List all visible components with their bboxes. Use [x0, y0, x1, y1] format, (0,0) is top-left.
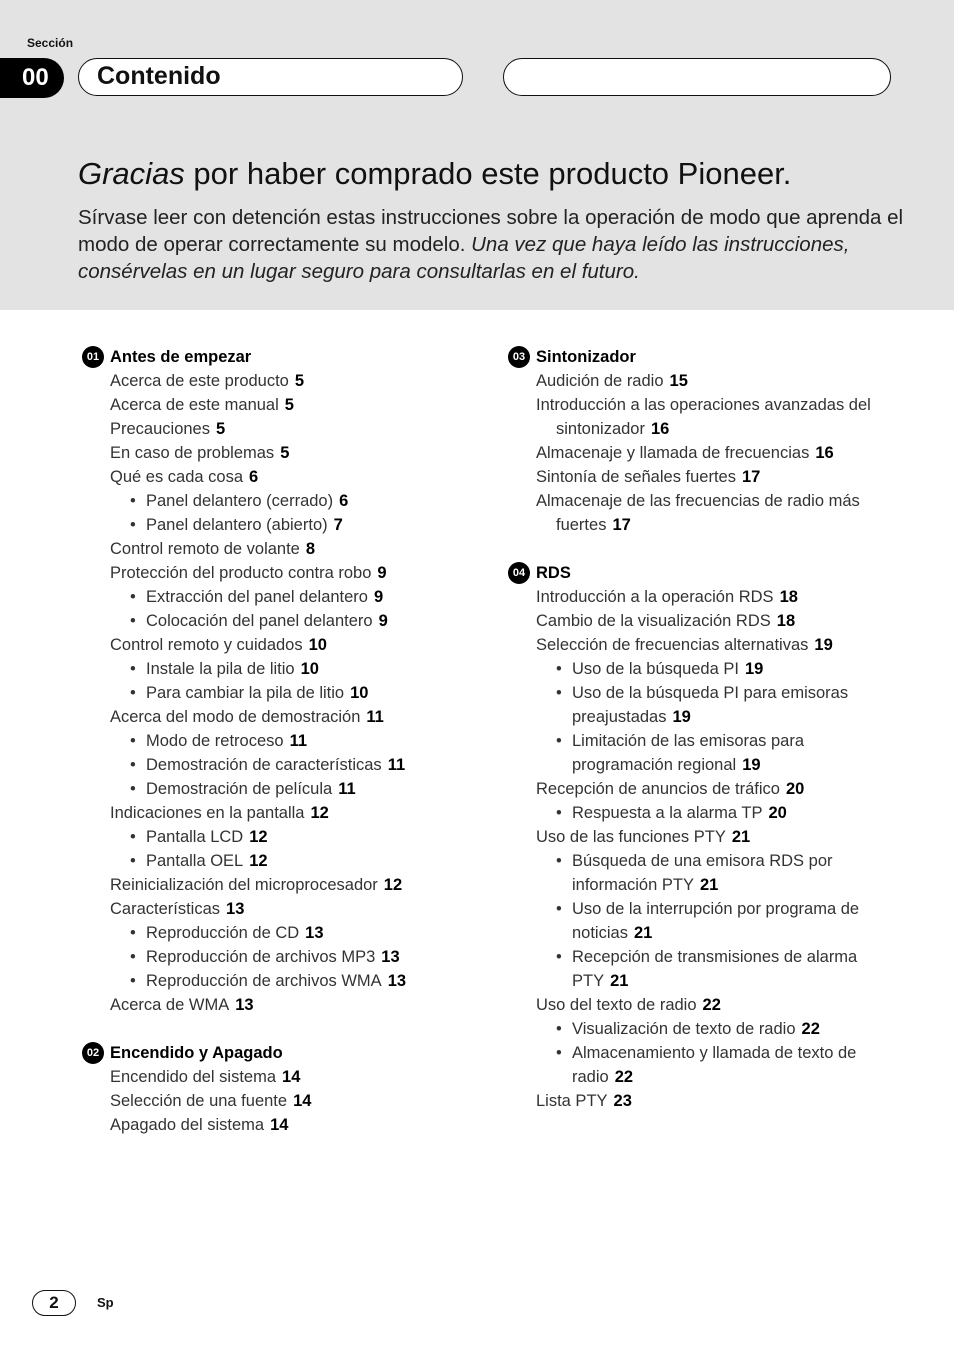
toc-entry-text: Características — [110, 900, 221, 918]
toc-section-heading — [508, 345, 908, 369]
toc-entry-page: 13 — [235, 996, 254, 1014]
toc-entry-text: Almacenaje de las frecuencias de radio más fuertes — [536, 492, 860, 534]
toc-entry-page: 14 — [282, 1068, 301, 1086]
toc-subentry — [508, 801, 908, 825]
bullet-icon: • — [130, 756, 136, 774]
toc-entry-page: 14 — [293, 1092, 312, 1110]
toc-entry-text: Almacenamiento y llamada de texto de radio — [572, 1044, 857, 1086]
toc-entry-text: Uso de la interrupción por programa de noticias — [572, 900, 860, 942]
toc-entry-page: 10 — [300, 660, 319, 678]
toc-section-heading — [82, 1041, 482, 1065]
toc-entry — [82, 705, 482, 729]
bullet-icon: • — [556, 900, 562, 918]
toc-entry — [82, 897, 482, 921]
toc-entry-text: Protección del producto contra robo — [110, 564, 372, 582]
toc-entry-text: Selección de frecuencias alternativas — [536, 636, 809, 654]
toc-entry-text: Respuesta a la alarma TP — [572, 804, 763, 822]
toc-subentry — [82, 969, 482, 993]
toc-entry-text: Colocación del panel delantero — [146, 612, 373, 630]
toc-entry-page: 13 — [387, 972, 407, 990]
toc-entry — [508, 393, 908, 441]
section-badge: 03 — [508, 346, 530, 368]
toc-entry — [82, 561, 482, 585]
toc-subentry — [82, 609, 482, 633]
toc-entry-text: Demostración de película — [146, 780, 333, 798]
toc-entry-page: 10 — [308, 636, 327, 654]
toc-entry-page: 21 — [731, 828, 751, 846]
toc-entry-page: 18 — [779, 588, 798, 606]
bullet-icon: • — [130, 516, 136, 534]
toc-entry-text: Acerca del modo de demostración — [110, 708, 361, 726]
toc-entry — [82, 1089, 482, 1113]
toc-section-title: RDS — [536, 564, 571, 582]
toc-subentry — [508, 729, 908, 777]
section-title-box — [78, 58, 463, 96]
toc-entry-text: Limitación de las emisoras para programación regional — [572, 732, 805, 774]
toc-entry-page: 9 — [377, 564, 387, 582]
toc-entry-text: Control remoto y cuidados — [110, 636, 303, 654]
toc-entry — [508, 465, 908, 489]
toc-entry — [82, 993, 482, 1017]
toc-entry-page: 12 — [249, 852, 268, 870]
toc-entry-page: 8 — [305, 540, 316, 558]
toc-subentry — [82, 849, 482, 873]
toc-entry-page: 11 — [387, 756, 406, 774]
toc-section — [82, 345, 482, 1017]
toc-entry-text: Uso de las funciones PTY — [536, 828, 726, 846]
toc-entry-page: 11 — [338, 780, 356, 798]
toc-entry-page: 11 — [366, 708, 384, 726]
toc-entry-page: 22 — [702, 996, 721, 1014]
toc-entry-page: 12 — [310, 804, 329, 822]
toc-entry-page: 9 — [378, 612, 388, 630]
toc-section-heading — [508, 561, 908, 585]
toc-entry-text: Encendido del sistema — [110, 1068, 277, 1086]
bullet-icon: • — [130, 492, 136, 510]
toc-subentry — [82, 729, 482, 753]
bullet-icon: • — [130, 852, 136, 870]
section-number-tab: 00 — [0, 58, 64, 98]
toc-entry-text: Introducción a la operación RDS — [536, 588, 774, 606]
toc-entry-text: Reproducción de CD — [146, 924, 300, 942]
toc-section — [508, 345, 908, 537]
bullet-icon: • — [130, 684, 136, 702]
bullet-icon: • — [130, 780, 136, 798]
headline-italic: Gracias — [78, 156, 185, 191]
bullet-icon: • — [556, 852, 562, 870]
bullet-icon: • — [130, 948, 136, 966]
toc-section — [82, 1041, 482, 1137]
toc-entry-page: 20 — [768, 804, 787, 822]
toc-entry — [508, 369, 908, 393]
toc-section-heading — [82, 345, 482, 369]
toc-entry-text: Demostración de características — [146, 756, 382, 774]
toc-entry-page: 22 — [801, 1020, 820, 1038]
toc-entry-text: Control remoto de volante — [110, 540, 300, 558]
bullet-icon: • — [130, 588, 136, 606]
toc-entry — [508, 993, 908, 1017]
section-badge: 04 — [508, 562, 530, 584]
intro-headline — [78, 156, 791, 192]
bullet-icon: • — [130, 924, 136, 942]
toc-entry — [508, 489, 908, 537]
section-label: Sección — [27, 36, 74, 50]
toc-entry-page: 23 — [613, 1092, 632, 1110]
toc-entry-page: 20 — [786, 780, 805, 798]
toc-subentry — [508, 897, 908, 945]
toc-entry — [508, 825, 908, 849]
bullet-icon: • — [556, 1044, 562, 1062]
toc-entry-text: Audición de radio — [536, 372, 664, 390]
toc-entry-text: Instale la pila de litio — [146, 660, 295, 678]
toc-entry-page: 13 — [381, 948, 400, 966]
page-number: 2 — [32, 1290, 76, 1316]
toc-entry-text: Indicaciones en la pantalla — [110, 804, 305, 822]
toc-entry — [508, 633, 908, 657]
toc-entry-page: 9 — [373, 588, 384, 606]
toc-entry — [82, 441, 482, 465]
toc-entry-text: En caso de problemas — [110, 444, 275, 462]
toc-entry-text: Reproducción de archivos WMA — [146, 972, 382, 990]
toc-entry-text: Visualización de texto de radio — [572, 1020, 796, 1038]
toc-entry-page: 21 — [633, 924, 653, 942]
headline-rest: por haber comprado este producto Pioneer. — [184, 156, 792, 191]
toc-entry-text: Panel delantero (abierto) — [146, 516, 328, 534]
toc-subentry — [508, 1041, 908, 1089]
toc-entry-text: Qué es cada cosa — [110, 468, 243, 486]
toc-entry-text: Búsqueda de una emisora RDS por información PTY — [572, 852, 833, 894]
toc-entry-page: 17 — [612, 516, 631, 534]
intro-paragraph — [78, 204, 908, 285]
toc-entry-text: Reproducción de archivos MP3 — [146, 948, 376, 966]
toc-entry-page: 7 — [333, 516, 343, 534]
toc-entry — [82, 369, 482, 393]
toc-entry-text: Pantalla LCD — [146, 828, 244, 846]
bullet-icon: • — [130, 828, 136, 846]
toc-subentry — [82, 777, 482, 801]
bullet-icon: • — [556, 1020, 562, 1038]
toc-entry-text: Apagado del sistema — [110, 1116, 265, 1134]
toc-entry-page: 12 — [249, 828, 268, 846]
bullet-icon: • — [556, 804, 562, 822]
toc-entry — [508, 585, 908, 609]
toc-entry-text: Extracción del panel delantero — [146, 588, 368, 606]
toc-entry — [82, 801, 482, 825]
toc-entry-page: 5 — [294, 372, 305, 390]
toc-entry-page: 19 — [744, 660, 764, 678]
toc-entry-page: 11 — [289, 732, 308, 750]
bullet-icon: • — [130, 972, 136, 990]
toc-entry-text: Recepción de transmisiones de alarma PTY — [572, 948, 858, 990]
toc-entry-text: Introducción a las operaciones avanzadas del sintonizador — [536, 396, 871, 438]
toc-entry-page: 5 — [215, 420, 226, 438]
toc-entry — [82, 465, 482, 489]
bullet-icon: • — [130, 660, 136, 678]
toc-subentry — [82, 921, 482, 945]
toc-subentry — [82, 825, 482, 849]
toc-subentry — [508, 849, 908, 897]
toc-entry-text: Acerca de WMA — [110, 996, 230, 1014]
bullet-icon: • — [130, 612, 136, 630]
page-title: Contenido — [97, 62, 221, 90]
toc-entry — [82, 537, 482, 561]
toc-entry-page: 12 — [383, 876, 403, 894]
bullet-icon: • — [556, 660, 562, 678]
toc-entry-page: 21 — [699, 876, 719, 894]
intro-body-italic: Una vez que haya leído las instrucciones, consérvelas en un lugar seguro para consultarlas en el futuro. — [78, 233, 850, 283]
toc-entry-text: Uso de la búsqueda PI para emisoras preajustadas — [572, 684, 849, 726]
toc-column-right — [508, 345, 908, 1137]
toc-entry-page: 5 — [280, 444, 290, 462]
toc-entry-text: Para cambiar la pila de litio — [146, 684, 345, 702]
toc-entry — [82, 1065, 482, 1089]
toc-entry-page: 6 — [249, 468, 259, 486]
toc-entry — [82, 1113, 482, 1137]
toc-entry-page: 15 — [669, 372, 688, 390]
toc-subentry — [82, 657, 482, 681]
toc-entry-text: Panel delantero (cerrado) — [146, 492, 334, 510]
toc-entry-text: Precauciones — [110, 420, 210, 438]
toc-entry-page: 19 — [742, 756, 761, 774]
toc-entry — [508, 609, 908, 633]
toc-subentry — [82, 681, 482, 705]
section-badge: 01 — [82, 346, 104, 368]
toc-entry-text: Acerca de este manual — [110, 396, 279, 414]
toc-entry — [82, 393, 482, 417]
toc-entry-page: 5 — [284, 396, 294, 414]
toc-section — [508, 561, 908, 1113]
toc-subentry — [508, 1017, 908, 1041]
toc-entry-page: 18 — [776, 612, 796, 630]
section-badge: 02 — [82, 1042, 104, 1064]
toc-entry-text: Almacenaje y llamada de frecuencias — [536, 444, 810, 462]
toc-entry — [82, 873, 482, 897]
empty-title-box — [503, 58, 891, 96]
toc-entry-page: 19 — [672, 708, 691, 726]
toc-subentry — [508, 657, 908, 681]
toc-entry — [82, 633, 482, 657]
toc-entry-page: 13 — [226, 900, 245, 918]
toc-entry-page: 6 — [339, 492, 349, 510]
bullet-icon: • — [130, 732, 136, 750]
toc-entry-page: 17 — [741, 468, 761, 486]
intro-body: Sírvase leer con detención estas instrucciones sobre la operación de modo que aprenda el modo de operar correctamente su modelo. — [78, 206, 904, 256]
toc-subentry — [82, 753, 482, 777]
toc-subentry — [82, 945, 482, 969]
toc-entry-page: 10 — [350, 684, 369, 702]
toc-entry-text: Cambio de la visualización RDS — [536, 612, 771, 630]
toc-subentry — [508, 681, 908, 729]
toc-column-left — [82, 345, 482, 1161]
toc-entry-text: Sintonía de señales fuertes — [536, 468, 736, 486]
toc-entry-text: Recepción de anuncios de tráfico — [536, 780, 780, 798]
toc-section-title: Antes de empezar — [110, 348, 252, 366]
toc-subentry — [508, 945, 908, 993]
toc-entry-page: 21 — [610, 972, 629, 990]
toc-entry-text: Reinicialización del microprocesador — [110, 876, 378, 894]
bullet-icon: • — [556, 948, 562, 966]
toc-entry-page: 16 — [650, 420, 670, 438]
toc-entry-page: 22 — [614, 1068, 634, 1086]
toc-entry — [508, 777, 908, 801]
toc-entry-page: 19 — [814, 636, 833, 654]
toc-entry — [82, 417, 482, 441]
toc-entry-text: Pantalla OEL — [146, 852, 244, 870]
toc-subentry — [82, 513, 482, 537]
toc-subentry — [82, 489, 482, 513]
language-code: Sp — [97, 1295, 114, 1310]
toc-entry — [508, 441, 908, 465]
toc-entry-page: 16 — [815, 444, 834, 462]
toc-section-title: Sintonizador — [536, 348, 636, 366]
toc-entry-text: Uso del texto de radio — [536, 996, 697, 1014]
toc-entry-text: Modo de retroceso — [146, 732, 284, 750]
toc-entry-text: Uso de la búsqueda PI — [572, 660, 739, 678]
toc-entry-text: Acerca de este producto — [110, 372, 289, 390]
toc-entry-page: 14 — [270, 1116, 289, 1134]
bullet-icon: • — [556, 684, 562, 702]
toc-entry-text: Selección de una fuente — [110, 1092, 288, 1110]
toc-entry-text: Lista PTY — [536, 1092, 608, 1110]
toc-subentry — [82, 585, 482, 609]
toc-entry-page: 13 — [305, 924, 324, 942]
toc-entry — [508, 1089, 908, 1113]
bullet-icon: • — [556, 732, 562, 750]
toc-section-title: Encendido y Apagado — [110, 1044, 283, 1062]
